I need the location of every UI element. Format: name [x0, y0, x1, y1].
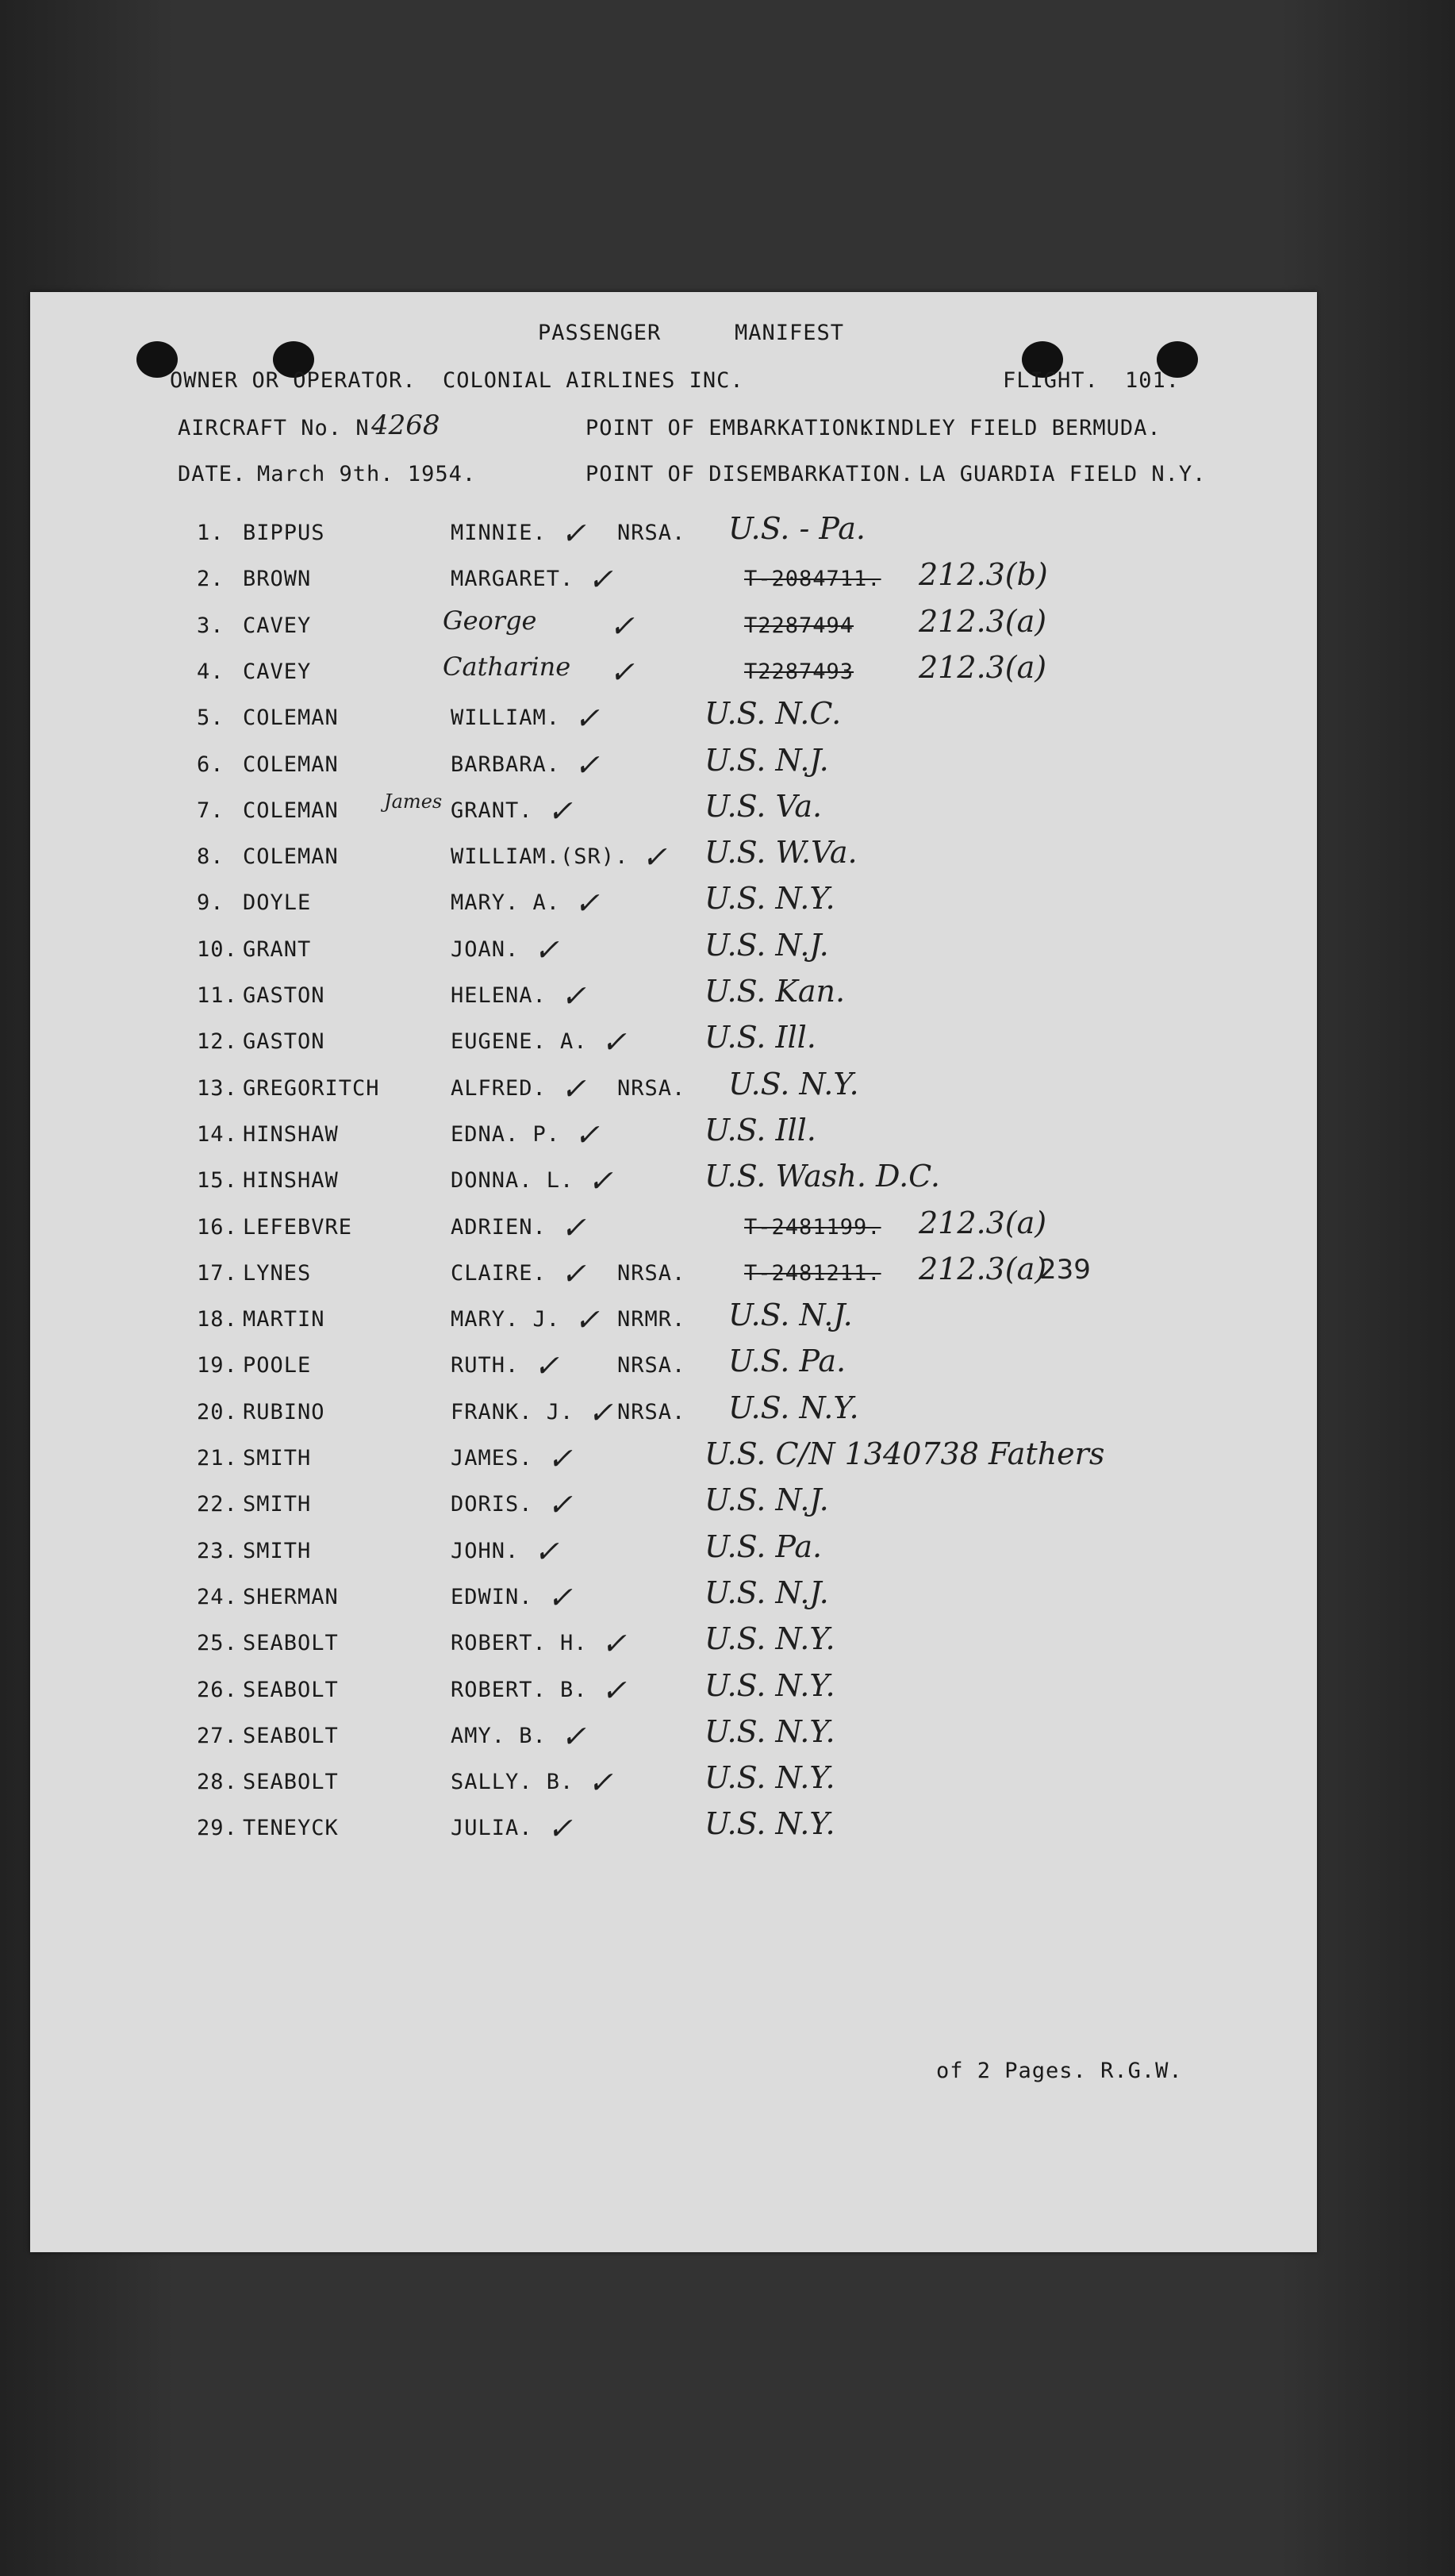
table-row	[30, 974, 1317, 1029]
check-mark-icon: ✓	[534, 1348, 559, 1384]
check-mark-icon: ✓	[547, 1487, 573, 1523]
table-row	[30, 1020, 1317, 1075]
handwritten-note: 212.3(a)	[919, 1205, 1047, 1240]
status-code: NRSA.	[617, 1260, 686, 1286]
check-mark-icon: ✓	[574, 886, 600, 921]
disembarkation-label: POINT OF DISEMBARKATION.	[585, 462, 915, 486]
given-name: MARY. A.	[451, 890, 561, 916]
given-name: MARY. J.	[451, 1307, 561, 1332]
given-name: MARGARET.	[451, 567, 574, 592]
aircraft-label: AIRCRAFT No. N-	[178, 416, 383, 440]
status-code: NRMR.	[617, 1307, 686, 1332]
check-mark-icon: ✓	[601, 1626, 627, 1662]
given-name: WILLIAM.(SR).	[451, 844, 629, 870]
table-row	[30, 881, 1317, 936]
table-row	[30, 1344, 1317, 1399]
given-name: ROBERT. B.	[451, 1677, 588, 1702]
title-manifest: MANIFEST	[735, 321, 845, 345]
check-mark-icon: ✓	[561, 978, 586, 1013]
row-number: 23.	[197, 1538, 238, 1563]
row-number: 3.	[197, 613, 225, 638]
table-row	[30, 1159, 1317, 1214]
row-number: 21.	[197, 1446, 238, 1471]
check-mark-icon: ✓	[609, 608, 635, 644]
check-mark-icon: ✓	[574, 701, 600, 736]
check-mark-icon: ✓	[588, 562, 613, 598]
surname: SEABOLT	[243, 1677, 339, 1702]
given-name: FRANK. J.	[451, 1399, 574, 1424]
handwritten-note: U.S. N.J.	[728, 1298, 853, 1333]
surname: BROWN	[243, 567, 312, 592]
check-mark-icon: ✓	[547, 1579, 573, 1615]
given-name: ALFRED.	[451, 1075, 547, 1101]
given-name: CLAIRE.	[451, 1260, 547, 1286]
struck-number: T2287494	[744, 613, 854, 638]
table-row	[30, 511, 1317, 567]
table-row	[30, 1066, 1317, 1122]
surname: GREGORITCH	[243, 1075, 380, 1101]
given-name: HELENA.	[451, 983, 547, 1008]
table-row	[30, 1436, 1317, 1492]
row-number: 24.	[197, 1584, 238, 1609]
row-number: 8.	[197, 844, 225, 870]
given-name: EUGENE. A.	[451, 1029, 588, 1055]
given-name: WILLIAM.	[451, 706, 561, 731]
surname: SEABOLT	[243, 1631, 339, 1656]
row-number: 25.	[197, 1631, 238, 1656]
manifest-sheet	[30, 292, 1317, 2252]
row-number: 28.	[197, 1770, 238, 1795]
row-number: 11.	[197, 983, 238, 1008]
surname: HINSHAW	[243, 1121, 339, 1147]
struck-number: T-2481199.	[744, 1214, 881, 1240]
surname: COLEMAN	[243, 752, 339, 777]
surname: HINSHAW	[243, 1168, 339, 1194]
surname: SMITH	[243, 1446, 312, 1471]
handwritten-note: U.S. N.Y.	[704, 1667, 835, 1703]
check-mark-icon: ✓	[534, 1533, 559, 1569]
row-number: 29.	[197, 1816, 238, 1841]
surname: SEABOLT	[243, 1770, 339, 1795]
given-name: RUTH.	[451, 1353, 520, 1378]
row-number: 2.	[197, 567, 225, 592]
check-mark-icon: ✓	[547, 1811, 573, 1847]
handwritten-note: U.S. N.Y.	[704, 1621, 835, 1657]
surname: COLEMAN	[243, 844, 339, 870]
handwritten-note: U.S. N.Y.	[704, 1713, 835, 1749]
table-row	[30, 1528, 1317, 1585]
date-label: DATE.	[178, 462, 247, 486]
surname: BIPPUS	[243, 521, 325, 545]
table-row	[30, 1760, 1317, 1816]
row-number: 1.	[197, 521, 225, 545]
surname: CAVEY	[243, 659, 312, 684]
struck-number: T-2481211.	[744, 1260, 881, 1286]
table-row	[30, 649, 1317, 706]
handwritten-note: U.S. N.Y.	[704, 881, 835, 917]
title-passenger: PASSENGER	[538, 321, 662, 345]
handwritten-note: U.S. Ill.	[704, 1112, 816, 1148]
table-row	[30, 1667, 1317, 1724]
given-name: AMY. B.	[451, 1723, 547, 1748]
handwritten-note: U.S. N.Y.	[704, 1760, 835, 1796]
row-number: 20.	[197, 1399, 238, 1424]
surname: LYNES	[243, 1260, 312, 1286]
handwritten-note: U.S. N.J.	[704, 742, 829, 778]
given-name: BARBARA.	[451, 752, 561, 777]
surname: SMITH	[243, 1538, 312, 1563]
handwritten-note: U.S. N.J.	[704, 1482, 829, 1518]
row-number: 14.	[197, 1121, 238, 1147]
check-mark-icon: ✓	[561, 1209, 586, 1245]
row-number: 4.	[197, 659, 225, 684]
status-code: NRSA.	[617, 1075, 686, 1101]
table-row	[30, 603, 1317, 659]
status-code: NRSA.	[617, 521, 686, 545]
handwritten-note: U.S. C/N 1340738 Fathers	[704, 1436, 1105, 1471]
handwritten-note: U.S. N.J.	[704, 1574, 829, 1610]
surname: MARTIN	[243, 1307, 325, 1332]
row-number: 22.	[197, 1492, 238, 1517]
handwritten-note: U.S. N.Y.	[704, 1806, 835, 1842]
handwritten-note: 212.3(b)	[919, 557, 1048, 593]
table-row	[30, 1251, 1317, 1307]
row-number: 26.	[197, 1677, 238, 1702]
surname: LEFEBVRE	[243, 1214, 353, 1240]
table-row	[30, 1806, 1317, 1862]
date-value: March 9th. 1954.	[257, 462, 477, 486]
table-row	[30, 1390, 1317, 1446]
row-number: 13.	[197, 1075, 238, 1101]
given-name: JOHN.	[451, 1538, 520, 1563]
check-mark-icon: ✓	[574, 1117, 600, 1152]
handwritten-note: U.S. - Pa.	[728, 511, 866, 546]
surname: GASTON	[243, 983, 325, 1008]
row-number: 10.	[197, 936, 238, 962]
handwritten-note: U.S. W.Va.	[704, 835, 858, 871]
row-number: 7.	[197, 798, 225, 823]
row-number: 15.	[197, 1168, 238, 1194]
given-name: GRANT.	[451, 798, 533, 823]
handwritten-note: U.S. Va.	[704, 788, 823, 824]
table-row	[30, 1713, 1317, 1770]
table-row	[30, 742, 1317, 798]
check-mark-icon: ✓	[574, 1302, 600, 1338]
handwritten-note: 212.3(a)	[919, 603, 1047, 639]
table-row	[30, 1298, 1317, 1353]
given-name: ADRIEN.	[451, 1214, 547, 1240]
given-name: DORIS.	[451, 1492, 533, 1517]
handwritten-note: U.S. N.Y.	[728, 1066, 859, 1102]
owner-label: OWNER OR OPERATOR.	[170, 368, 417, 393]
check-mark-icon: ✓	[574, 747, 600, 782]
surname: SHERMAN	[243, 1584, 339, 1609]
given-name: JULIA.	[451, 1816, 533, 1841]
given-name: ROBERT. H.	[451, 1631, 588, 1656]
struck-number: T-2084711.	[744, 567, 881, 592]
given-name: JOAN.	[451, 936, 520, 962]
check-mark-icon: ✓	[588, 1163, 613, 1199]
handwritten-note: U.S. N.J.	[704, 927, 829, 963]
table-row	[30, 1112, 1317, 1168]
row-number: 6.	[197, 752, 225, 777]
surname: CAVEY	[243, 613, 312, 638]
check-mark-icon: ✓	[561, 516, 586, 551]
flight-label: FLIGHT.	[1003, 368, 1099, 393]
table-row	[30, 788, 1317, 844]
check-mark-icon: ✓	[547, 1441, 573, 1476]
surname: GRANT	[243, 936, 312, 962]
given-name: EDNA. P.	[451, 1121, 561, 1147]
aircraft-value: 4268	[371, 409, 440, 441]
check-mark-icon: ✓	[547, 793, 573, 829]
row-number: 9.	[197, 890, 225, 916]
surname: GASTON	[243, 1029, 325, 1055]
disembarkation-value: LA GUARDIA FIELD N.Y.	[919, 462, 1207, 486]
given-name: MINNIE.	[451, 521, 547, 545]
status-code: NRSA.	[617, 1399, 686, 1424]
surname: DOYLE	[243, 890, 312, 916]
check-mark-icon: ✓	[601, 1672, 627, 1708]
page-footer: of 2 Pages. R.G.W.	[936, 2059, 1183, 2083]
given-name: George	[443, 605, 537, 636]
check-mark-icon: ✓	[642, 840, 667, 875]
surname: SEABOLT	[243, 1723, 339, 1748]
table-row	[30, 1482, 1317, 1538]
handwritten-note: U.S. Pa.	[704, 1528, 823, 1564]
table-row	[30, 696, 1317, 752]
given-name: Catharine	[443, 651, 571, 682]
flight-value: 101.	[1125, 368, 1181, 393]
row-number: 5.	[197, 706, 225, 731]
check-mark-icon: ✓	[534, 932, 559, 967]
given-prefix: James	[384, 790, 443, 813]
given-name: DONNA. L.	[451, 1168, 574, 1194]
embarkation-label: POINT OF EMBARKATION.	[585, 416, 873, 440]
row-number: 12.	[197, 1029, 238, 1055]
given-name: JAMES.	[451, 1446, 533, 1471]
surname: COLEMAN	[243, 798, 339, 823]
surname: RUBINO	[243, 1399, 325, 1424]
handwritten-note: U.S. Wash. D.C.	[704, 1159, 940, 1194]
check-mark-icon: ✓	[561, 1071, 586, 1106]
surname: TENEYCK	[243, 1816, 339, 1841]
surname: POOLE	[243, 1353, 312, 1378]
handwritten-note: U.S. N.C.	[704, 696, 842, 732]
surname: COLEMAN	[243, 706, 339, 731]
row-number: 18.	[197, 1307, 238, 1332]
page-number: 239	[1039, 1254, 1091, 1286]
table-row	[30, 557, 1317, 613]
table-row	[30, 1205, 1317, 1261]
check-mark-icon: ✓	[561, 1255, 586, 1291]
row-number: 27.	[197, 1723, 238, 1748]
struck-number: T2287493	[744, 659, 854, 684]
table-row	[30, 1574, 1317, 1631]
given-name: SALLY. B.	[451, 1770, 574, 1795]
row-number: 17.	[197, 1260, 238, 1286]
check-mark-icon: ✓	[609, 654, 635, 690]
row-number: 16.	[197, 1214, 238, 1240]
table-row	[30, 1621, 1317, 1677]
embarkation-value: KINDLEY FIELD BERMUDA.	[860, 416, 1161, 440]
check-mark-icon: ✓	[601, 1025, 627, 1060]
given-name: EDWIN.	[451, 1584, 533, 1609]
table-row	[30, 835, 1317, 890]
handwritten-note: U.S. Kan.	[704, 974, 846, 1009]
check-mark-icon: ✓	[561, 1718, 586, 1754]
handwritten-note: U.S. Ill.	[704, 1020, 816, 1055]
owner-value: COLONIAL AIRLINES INC.	[443, 368, 744, 393]
handwritten-note: U.S. N.Y.	[728, 1390, 859, 1425]
check-mark-icon: ✓	[588, 1394, 613, 1430]
surname: SMITH	[243, 1492, 312, 1517]
handwritten-note: U.S. Pa.	[728, 1344, 847, 1379]
table-row	[30, 927, 1317, 983]
status-code: NRSA.	[617, 1353, 686, 1378]
handwritten-note: 212.3(a)	[919, 649, 1047, 685]
check-mark-icon: ✓	[588, 1765, 613, 1801]
handwritten-note: 212.3(a)	[919, 1251, 1047, 1286]
row-number: 19.	[197, 1353, 238, 1378]
